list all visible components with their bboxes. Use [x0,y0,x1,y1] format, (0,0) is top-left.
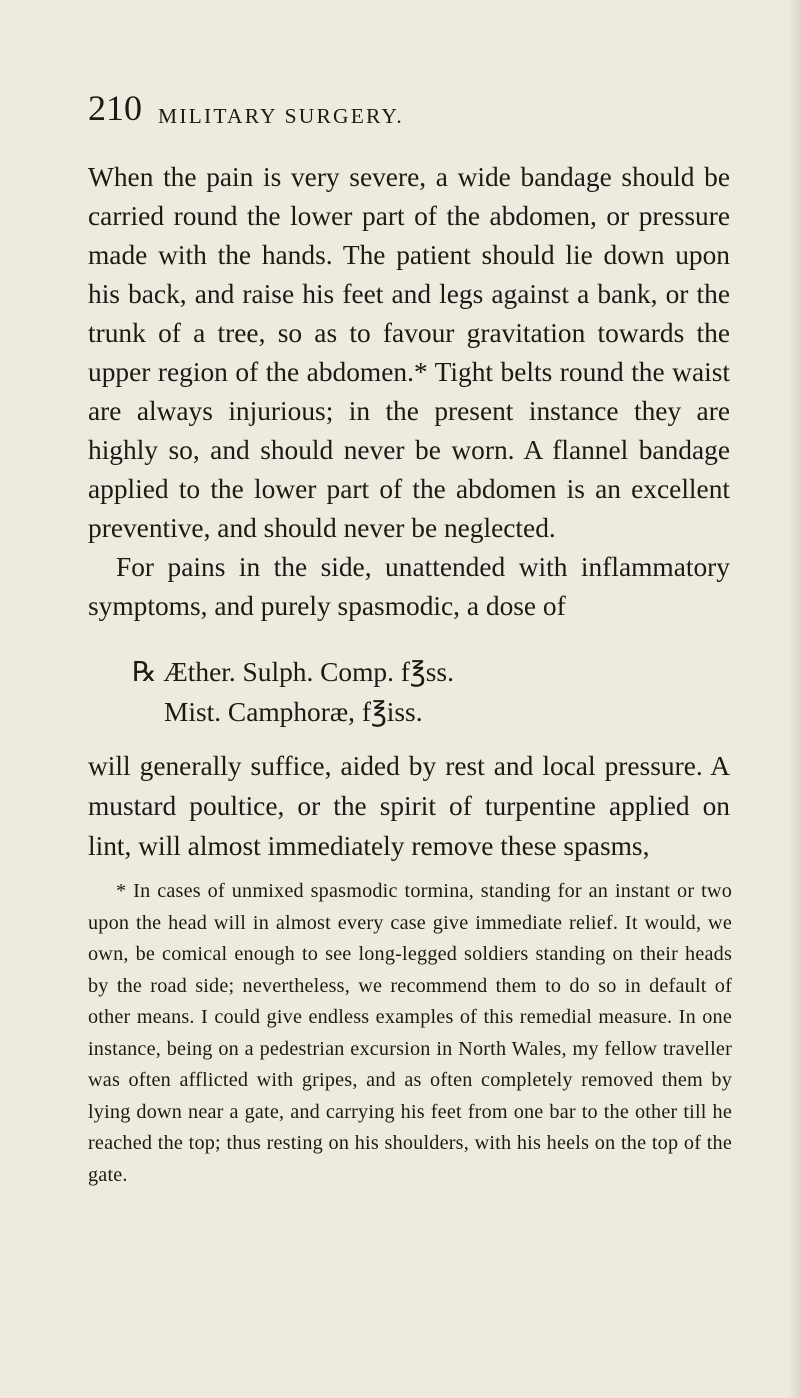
paragraph-1: When the pain is very severe, a wide bandage should be carried round the lower part of the abdomen, or pressure made with the hands. The patient should lie down upon his back, and raise his feet and legs against a bank, or the trunk of a tree, so as to favour gravitation towards the upper region of the abdomen.* Tight belts round the waist are always injurious; in the present instance they are highly so, and should never be worn. A flannel bandage applied to the lower part of the abdomen is an excellent preventive, and should never be neglected. [88,162,730,543]
prescription [88,652,688,732]
running-title: MILITARY SURGERY. [158,104,404,128]
page-edge-shadow [787,0,801,1398]
paragraph-2: For pains in the side, unattended with inflammatory symptoms, and purely spasmodic, a dose of [88,552,730,621]
footnote [88,876,732,1191]
page-header [88,86,648,136]
prescription-line-2: Mist. Camphoræ, f℥iss. [164,697,423,727]
page-number: 210 [88,88,142,128]
main-text [88,158,730,626]
paragraph-3: will generally suffice, aided by rest and local pressure. A mustard poultice, or the spirit of turpentine applied on lint, will almost immediately remove these spasms, [88,751,730,861]
prescription-line-1: ℞ Æther. Sulph. Comp. f℥ss. [132,657,454,687]
continuation-text [88,746,730,866]
footnote-text: * In cases of unmixed spasmodic tormina, standing for an instant or two upon the head will in almost every case give immediate relief. It would, we own, be comical enough to see long-legged soldiers standing on their heads by the road side; nevertheless, we recommend them to do so in default of other means. I could give endless examples of this remedial measure. In one instance, being on a pedestrian excursion in North Wales, my fellow traveller was often afflicted with gripes, and as often completely removed them by lying down near a gate, and carrying his feet from one bar to the other till he reached the top; thus resting on his shoulders, with his heels on the top of the gate. [88,880,732,1186]
